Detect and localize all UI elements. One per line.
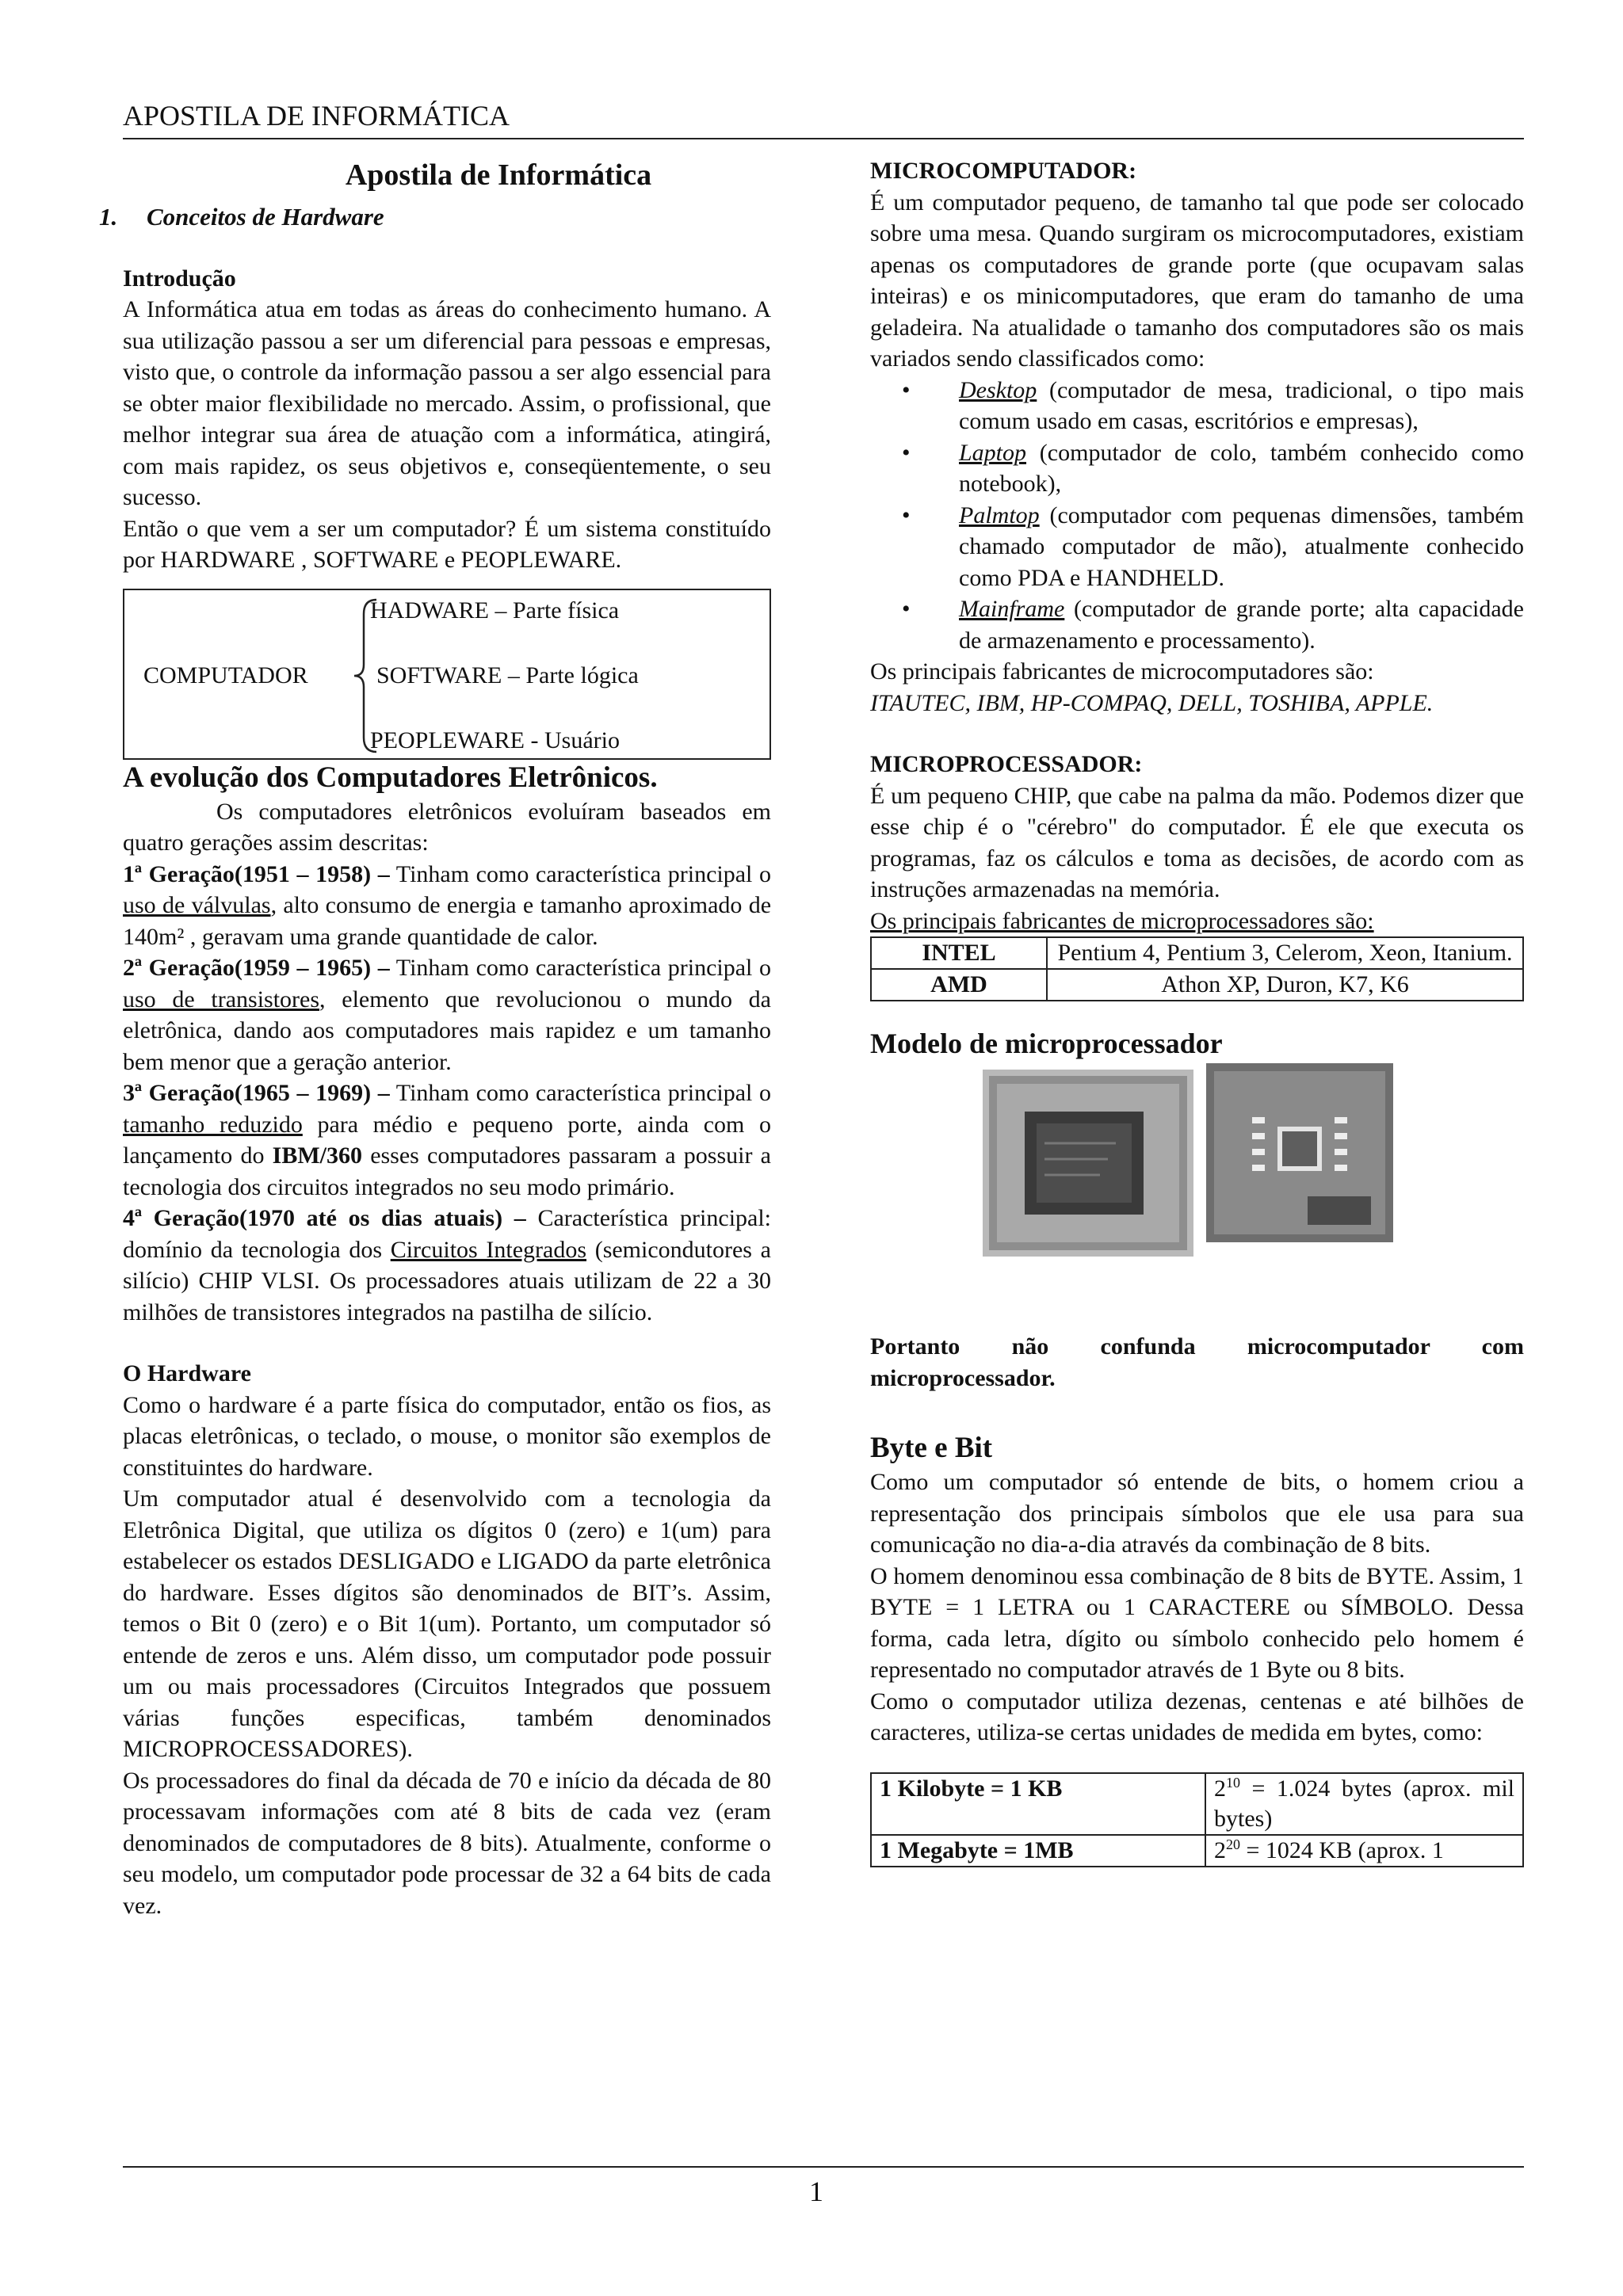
right-column: [870, 155, 1524, 1867]
microcomputer-paragraph: É um computador pequeno, de tamanho tal que pode ser colocado sobre uma mesa. Quando surgiram os microcomputadores, existiam apenas os computadores de grande porte (que ocupavam salas inteiras) e os minicomputadores, que eram do tamanho de uma geladeira. Na atualidade o tamanho dos computadores são os mais variados sendo classificados como:: [870, 189, 1524, 372]
evolution-heading: A evolução dos Computadores Eletrônicos.: [123, 761, 658, 794]
type-desc-desktop: (computador de mesa, tradicional, o tipo mais comum usado em casas, escritórios e empresas),: [959, 376, 1524, 434]
manufacturers-intro: Os principais fabricantes de microcomputadores são:: [870, 658, 1374, 685]
type-term-laptop: Laptop: [959, 439, 1027, 466]
diagram-branch-peopleware: PEOPLEWARE - Usuário: [370, 727, 620, 753]
generation-4-text-end: (semicondutores a silício) CHIP VLSI. Os processadores atuais utilizam de 22 a 30 milhões de transistores integrados na pastilha de silício.: [123, 1236, 771, 1325]
base-number: 2: [1214, 1836, 1226, 1863]
microprocessor-paragraph: É um pequeno CHIP, que cabe na palma da mão. Podemos dizer que esse chip é o "cérebro" do computador. É ele que executa os programas, faz os cálculos e toma as decisões, de acordo com as instruções armazenadas na memória.: [870, 782, 1524, 902]
intro-question: Então o que vem a ser um computador? É um sistema constituído por HARDWARE , SOFTWARE e PEOPLEWARE.: [123, 515, 771, 573]
diagram-branch-hardware: HADWARE – Parte física: [370, 597, 620, 624]
amd-processor-image: [1205, 1062, 1395, 1244]
table-cell-value: [1205, 1835, 1523, 1867]
processor-model-heading: Modelo de microprocessador: [870, 1028, 1223, 1059]
section-heading: [99, 201, 771, 233]
generation-2: [123, 952, 771, 1077]
hardware-heading: O Hardware: [123, 1360, 251, 1386]
byte-units-table: [870, 1772, 1524, 1867]
generation-3-text-end: esses computadores passaram a possuir a tecnologia dos circuitos integrados no seu modo primário.: [123, 1142, 771, 1200]
value-text: = 1024 KB (aprox. 1: [1240, 1836, 1444, 1863]
left-column: [99, 155, 772, 1921]
microcomputer-heading: MICROCOMPUTADOR:: [870, 158, 1137, 184]
table-row: [871, 937, 1523, 969]
header-title: APOSTILA DE INFORMÁTICA: [123, 100, 510, 132]
manufacturers-list: ITAUTEC, IBM, HP-COMPAQ, DELL, TOSHIBA, APPLE.: [870, 689, 1434, 716]
intel-processor-image: [981, 1068, 1195, 1258]
generation-1-underlined: uso de válvulas: [123, 892, 271, 918]
section-title: Conceitos de Hardware: [147, 203, 384, 231]
generation-4-text: Característica principal: domínio da tecnologia dos: [123, 1205, 772, 1263]
exponent: 20: [1226, 1836, 1240, 1852]
generation-1-label: 1ª Geração(1951 – 1958) –: [123, 860, 390, 887]
microcomputer-types-list: [870, 375, 1524, 657]
base-number: 2: [1214, 1775, 1226, 1802]
type-term-desktop: Desktop: [959, 376, 1037, 403]
bullet-icon: •: [902, 439, 911, 466]
bullet-icon: •: [902, 376, 911, 403]
type-desc-laptop: (computador de colo, também conhecido como notebook),: [959, 439, 1524, 497]
table-cell-unit: 1 Megabyte = 1MB: [871, 1835, 1205, 1867]
diagram-root-label: COMPUTADOR: [143, 662, 308, 688]
generation-3-text: Tinham como característica principal o: [395, 1080, 771, 1106]
bullet-icon: •: [902, 502, 911, 528]
byte-paragraph-3: Como o computador utiliza dezenas, centenas e até bilhões de caracteres, utiliza-se certas unidades de medida em bytes, como:: [870, 1688, 1524, 1745]
generation-3-label: 3ª Geração(1965 – 1969) –: [123, 1080, 390, 1106]
table-cell-brand: AMD: [871, 969, 1047, 1001]
generation-2-text: Tinham como característica principal o: [395, 955, 771, 981]
table-cell-models: Athon XP, Duron, K7, K6: [1047, 969, 1523, 1001]
generation-3-underlined: tamanho reduzido: [123, 1111, 303, 1138]
type-desc-mainframe: (computador de grande porte; alta capacidade de armazenamento e processamento).: [959, 596, 1524, 654]
hardware-paragraph-2: Um computador atual é desenvolvido com a tecnologia da Eletrônica Digital, que utiliza os dígitos 0 (zero) e 1(um) para estabelecer os estados DESLIGADO e LIGADO da parte eletrônica do hardware. Esses dígitos são denominados de BIT’s. Assim, temos o Bit 0 (zero) e o Bit 1(um). Portanto, um computador só entende de zeros e uns. Além disso, um computador pode possuir um ou mais processadores (Circuitos Integrados que possuem várias funções especificas, também denominados MICROPROCESSADORES).: [123, 1486, 771, 1762]
byte-paragraph-2: O homem denominou essa combinação de 8 bits de BYTE. Assim, 1 BYTE = 1 LETRA ou 1 CARACTERE ou SÍMBOLO. Dessa forma, cada letra, dígito ou símbolo conhecido pelo homem é representado no computador através de 1 Byte ou 8 bits.: [870, 1562, 1524, 1683]
diagram-branch-software: SOFTWARE – Parte lógica: [376, 662, 639, 688]
intro-heading: Introdução: [123, 265, 236, 292]
evolution-intro: Os computadores eletrônicos evoluíram baseados em quatro gerações assim descritas:: [123, 798, 771, 856]
hardware-paragraph-1: Como o hardware é a parte física do computador, então os fios, as placas eletrônicas, o teclado, o mouse, o monitor são exemplos de constituintes do hardware.: [123, 1391, 771, 1481]
generation-1: [123, 859, 771, 953]
value-text: = 1.024 bytes (aprox. mil bytes): [1214, 1775, 1514, 1832]
table-row: [871, 1773, 1523, 1835]
table-cell-brand: INTEL: [871, 937, 1047, 969]
generation-3-text-mid: para médio e pequeno porte, ainda com o lançamento do: [123, 1111, 771, 1169]
generation-4: [123, 1203, 771, 1328]
intro-paragraph: A Informática atua em todas as áreas do conhecimento humano. A sua utilização passou a ser um diferencial para pessoas e empresas, visto que, o controle da informação passou a ser algo essencial para se obter maior flexibilidade no mercado. Assim, o profissional, que melhor integrar sua área de atuação com a informática, atingirá, com mais rapidez, os seus objetivos e, conseqüentemente, o seu sucesso.: [123, 296, 771, 510]
generation-1-text-end: , alto consumo de energia e tamanho aproximado de 140m² , geravam uma grande quantidade de calor.: [123, 892, 772, 950]
document-title: Apostila de Informática: [345, 158, 652, 192]
page-header: [123, 93, 1524, 139]
table-row: [871, 1835, 1523, 1867]
warning-paragraph: Portanto não confunda microcomputador com microprocessador.: [870, 1333, 1524, 1391]
type-term-palmtop: Palmtop: [959, 502, 1040, 528]
type-desc-palmtop: (computador com pequenas dimensões, também chamado computador de mão), atualmente conhecido como PDA e HANDHELD.: [959, 502, 1524, 591]
byte-paragraph-1: Como um computador só entende de bits, o homem criou a representação dos principais símbolos que ele usa para sua comunicação no dia-a-dia através da combinação de 8 bits.: [870, 1469, 1524, 1558]
processor-photos: [870, 1062, 1524, 1331]
footer-divider: [123, 2166, 1524, 2168]
byte-bit-heading: Byte e Bit: [870, 1432, 993, 1464]
list-item: [902, 437, 1524, 500]
type-term-mainframe: Mainframe: [959, 596, 1065, 622]
table-row: [871, 969, 1523, 1001]
generation-3-bold: IBM/360: [272, 1142, 362, 1169]
generation-4-label: 4ª Geração(1970 até os dias atuais) –: [123, 1205, 526, 1231]
exponent: 10: [1226, 1774, 1240, 1791]
table-cell-models: Pentium 4, Pentium 3, Celerom, Xeon, Itanium.: [1047, 937, 1523, 969]
generation-1-text: Tinham como característica principal o: [395, 860, 771, 887]
generation-4-underlined: Circuitos Integrados: [390, 1236, 587, 1263]
list-item: [902, 593, 1524, 656]
hardware-paragraph-3: Os processadores do final da década de 70 e início da década de 80 processavam informações com até 8 bits de cada vez (eram denominados de computadores de 8 bits). Atualmente, conforme o seu modelo, um computador pode processar de 32 a 64 bits de cada vez.: [123, 1767, 771, 1919]
generation-3: [123, 1077, 771, 1203]
generation-2-text-end: , elemento que revolucionou o mundo da eletrônica, dando aos computadores mais rapidez e um tamanho bem menor que a geração anterior.: [123, 986, 771, 1075]
table-cell-unit: 1 Kilobyte = 1 KB: [871, 1773, 1205, 1835]
microprocessor-heading: MICROPROCESSADOR:: [870, 751, 1143, 777]
table-cell-value: [1205, 1773, 1523, 1835]
list-item: [902, 500, 1524, 594]
processor-manufacturers-intro: Os principais fabricantes de microprocessadores são:: [870, 907, 1374, 934]
computer-diagram-box: [123, 589, 771, 760]
page-number: 1: [809, 2176, 823, 2207]
processor-table: [870, 936, 1524, 1001]
section-number: 1.: [99, 203, 118, 231]
generation-2-underlined: uso de transistores: [123, 986, 320, 1013]
list-item: [902, 375, 1524, 437]
generation-2-label: 2ª Geração(1959 – 1965) –: [123, 955, 390, 981]
bullet-icon: •: [902, 596, 911, 622]
